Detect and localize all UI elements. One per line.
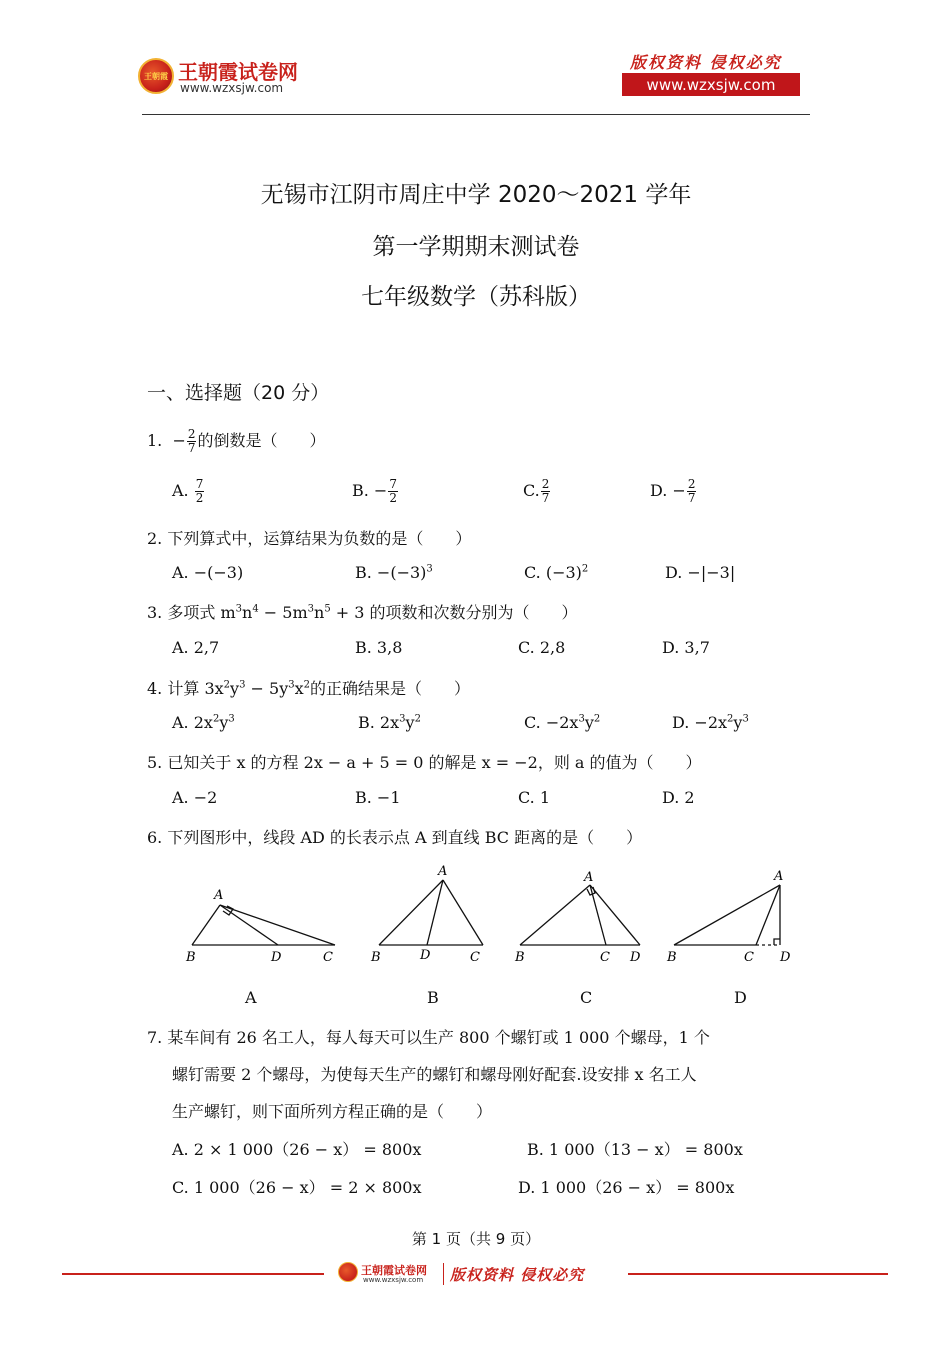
title-line-1: 无锡市江阴市周庄中学 2020～2021 学年 — [260, 182, 692, 208]
footer-separator — [443, 1263, 444, 1285]
footer-rule-left — [62, 1273, 324, 1275]
q4-option-b: B. $2x^3y^2$ — [358, 713, 421, 732]
footer-logo-icon — [338, 1262, 358, 1282]
fig-a-point-b: B — [186, 950, 196, 965]
q5-option-a: A. −2 — [172, 788, 218, 807]
question-3: 3. 多项式 $m^3n^4 - 5m^3n^5 + 3$ 的项数和次数分别为（ ） — [147, 603, 578, 622]
q3-option-c: C. 2,8 — [518, 638, 566, 657]
fig-b-point-a: A — [438, 864, 448, 879]
fig-c-point-d: D — [630, 950, 641, 965]
logo-icon: 王朝霞 — [138, 58, 174, 94]
fraction: $\frac{2}{7}$ — [187, 427, 196, 455]
q3-option-d: D. 3,7 — [662, 638, 710, 657]
q7-option-d: D. 1 000（26 − x） = 800x — [518, 1178, 735, 1197]
fig-a-point-a: A — [214, 888, 224, 903]
page-number: 第 1 页（共 9 页） — [411, 1230, 541, 1248]
fig-a-point-c: C — [323, 950, 333, 965]
q4-option-c: C. $-2x^3y^2$ — [524, 713, 601, 732]
footer-logo-url: www.wzxsjw.com — [363, 1276, 424, 1284]
section-heading: 一、选择题（20 分） — [147, 382, 330, 404]
footer-logo-name: 王朝霞试卷网 — [361, 1264, 427, 1277]
q1-option-a: A. $\frac{7}{2}$ — [172, 477, 204, 505]
fig-c-point-c: C — [600, 950, 610, 965]
fig-d-point-c: C — [744, 950, 754, 965]
figure-b — [365, 855, 495, 975]
question-6: 6. 下列图形中，线段 AD 的长表示点 A 到直线 BC 距离的是（ ） — [147, 828, 643, 847]
q7-option-b: B. 1 000（13 − x） = 800x — [527, 1140, 743, 1159]
q4-option-a: A. $2x^2y^3$ — [172, 713, 235, 732]
question-5: 5. 已知关于 x 的方程 2x − a + 5 = 0 的解是 x = −2，则 a 的值为（ ） — [147, 753, 702, 772]
q3-option-b: B. 3,8 — [355, 638, 403, 657]
fig-b-point-c: C — [470, 950, 480, 965]
q5-option-c: C. 1 — [518, 788, 551, 807]
question-4: 4. 计算 $3x^2y^3 - 5y^3x^2$的正确结果是（ ） — [147, 679, 471, 698]
fig-c-point-b: B — [515, 950, 525, 965]
title-line-3: 七年级数学（苏科版） — [361, 284, 591, 310]
q5-option-b: B. −1 — [355, 788, 401, 807]
q1-option-d: D. − $\frac{2}{7}$ — [650, 477, 696, 505]
logo-url: www.wzxsjw.com — [180, 81, 284, 95]
q7-option-c: C. 1 000（26 − x） = 2 × 800x — [172, 1178, 422, 1197]
question-7-line-1: 7. 某车间有 26 名工人，每人每天可以生产 800 个螺钉或 1 000 个螺母，1 个 — [147, 1028, 710, 1047]
figure-a-label: A — [245, 988, 257, 1007]
figure-b-label: B — [427, 988, 439, 1007]
footer-slogan: 版权资料 侵权必究 — [450, 1266, 585, 1284]
fig-d-point-a: A — [774, 869, 784, 884]
header-slogan: 版权资料 侵权必究 — [630, 53, 782, 72]
fig-d-point-d: D — [780, 950, 791, 965]
q5-option-d: D. 2 — [662, 788, 695, 807]
figure-c-label: C — [580, 988, 593, 1007]
footer-rule-right — [628, 1273, 888, 1275]
q2-option-c: C. $(-3)^2$ — [524, 563, 589, 582]
figure-a — [180, 855, 350, 975]
header-divider — [142, 114, 810, 115]
q2-option-d: D. −|−3| — [665, 563, 736, 582]
question-1: 1. − $\frac{2}{7}$ 的倒数是（ ） — [147, 427, 326, 455]
question-7-line-2: 螺钉需要 2 个螺母，为使每天生产的螺钉和螺母刚好配套.设安排 x 名工人 — [172, 1065, 697, 1084]
fig-a-point-d: D — [271, 950, 282, 965]
figure-d — [660, 855, 800, 975]
title-line-2: 第一学期期末测试卷 — [372, 234, 580, 260]
question-2: 2. 下列算式中，运算结果为负数的是（ ） — [147, 529, 472, 548]
fig-c-point-a: A — [584, 870, 594, 885]
fig-b-point-b: B — [371, 950, 381, 965]
logo-name: 王朝霞试卷网 — [178, 60, 298, 84]
q4-option-d: D. $-2x^2y^3$ — [672, 713, 749, 732]
q2-option-b: B. $-(-3)^3$ — [355, 563, 433, 582]
header-url-badge: www.wzxsjw.com — [622, 73, 800, 96]
q7-option-a: A. 2 × 1 000（26 − x） = 800x — [172, 1140, 422, 1159]
fig-d-point-b: B — [667, 950, 677, 965]
figure-c — [510, 855, 650, 975]
question-7-line-3: 生产螺钉，则下面所列方程正确的是（ ） — [172, 1102, 493, 1121]
q3-option-a: A. 2,7 — [172, 638, 220, 657]
fig-b-point-d: D — [420, 948, 431, 963]
q1-option-c: C. $\frac{2}{7}$ — [523, 477, 550, 505]
q1-option-b: B. − $\frac{7}{2}$ — [352, 477, 397, 505]
figure-d-label: D — [734, 988, 747, 1007]
q2-option-a: A. −(−3) — [172, 563, 244, 582]
